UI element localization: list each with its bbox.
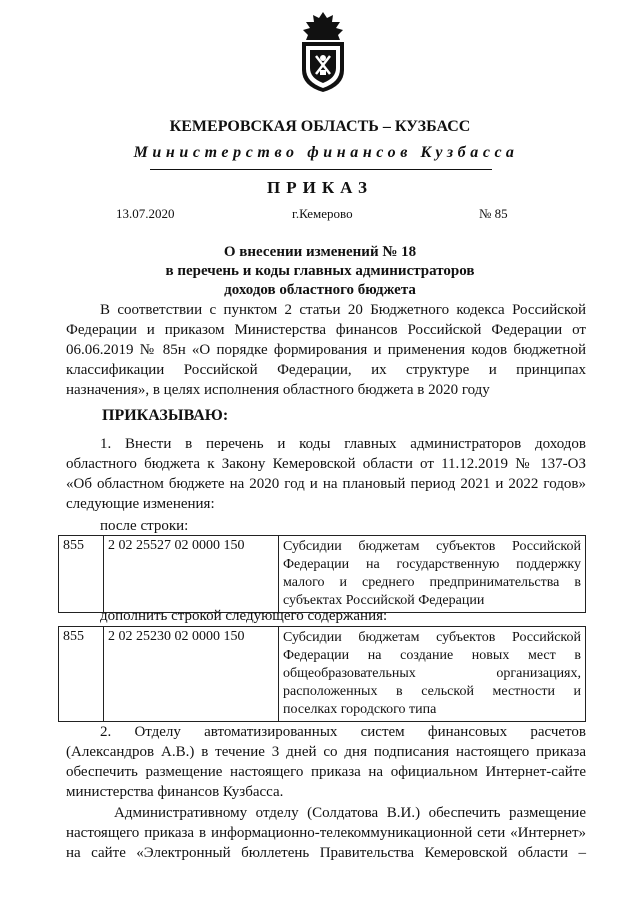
title-line: О внесении изменений № 18 <box>223 244 417 260</box>
new-row-table <box>58 626 586 722</box>
coat-of-arms-emblem <box>296 10 350 94</box>
item-3-paragraph: Административному отделу (Солдатова В.И.) обеспечить размещение настоящего приказа в информационно-телекоммуникационной сети «Интернет» на сайте «Электронный бюллетень Правительства Кемеровской области – <box>66 805 586 861</box>
table-row <box>59 627 586 722</box>
header-rule <box>150 169 492 170</box>
order-command: ПРИКАЗЫВАЮ: <box>102 407 229 424</box>
title-line: в перечень и коды главных администраторов <box>165 263 475 279</box>
kbk-code: 2 02 25230 02 0000 150 <box>104 627 279 722</box>
item-1-paragraph: 1. Внести в перечень и коды главных администраторов доходов областного бюджета к Закону Кемеровской области от 11.12.2019 № 137-ОЗ «Об областном бюджете на 2020 год и на плановый период 2021 и 2022 годов» следующие изменения: <box>66 436 586 512</box>
income-description: Субсидии бюджетам субъектов Российской Федерации на создание новых мест в общеобразовательных организациях, расположенных в сельской местности и поселках городского типа <box>279 627 586 722</box>
order-number: № 85 <box>479 206 508 221</box>
document-type: ПРИКАЗ <box>267 178 373 197</box>
region-name: КЕМЕРОВСКАЯ ОБЛАСТЬ – КУЗБАСС <box>169 118 471 135</box>
preamble-paragraph: В соответствии с пунктом 2 статьи 20 Бюджетного кодекса Российской Федерации и приказом Министерства финансов Российской Федерации от 06.06.2019 № 85н «О порядке формирования и применения кодов бюджетной классификации Российской Федерации, их структуре и принципах назначения», в целях исполнения областного бюджета в 2020 году <box>66 302 586 398</box>
order-date: 13.07.2020 <box>116 206 175 221</box>
income-description: Субсидии бюджетам субъектов Российской Федерации на государственную поддержку малого и среднего предпринимательства в субъектах Российской Федерации <box>279 536 586 613</box>
document-title <box>0 243 640 300</box>
kbk-code: 2 02 25527 02 0000 150 <box>104 536 279 613</box>
title-line: доходов областного бюджета <box>224 282 416 298</box>
after-row-label: после строки: <box>100 518 189 534</box>
order-city: г.Кемерово <box>292 206 353 221</box>
existing-row-table <box>58 535 586 613</box>
ministry-name: Министерство финансов Кузбасса <box>133 144 519 161</box>
add-row-label: дополнить строкой следующего содержания: <box>100 608 388 624</box>
admin-code: 855 <box>59 627 104 722</box>
table-row <box>59 536 586 613</box>
admin-code: 855 <box>59 536 104 613</box>
item-2-paragraph: 2. Отделу автоматизированных систем финансовых расчетов (Александров А.В.) в течение 3 дней со дня подписания настоящего приказа обеспечить размещение настоящего приказа на официальном Интернет-сайте министерства финансов Кузбасса. <box>66 724 586 800</box>
